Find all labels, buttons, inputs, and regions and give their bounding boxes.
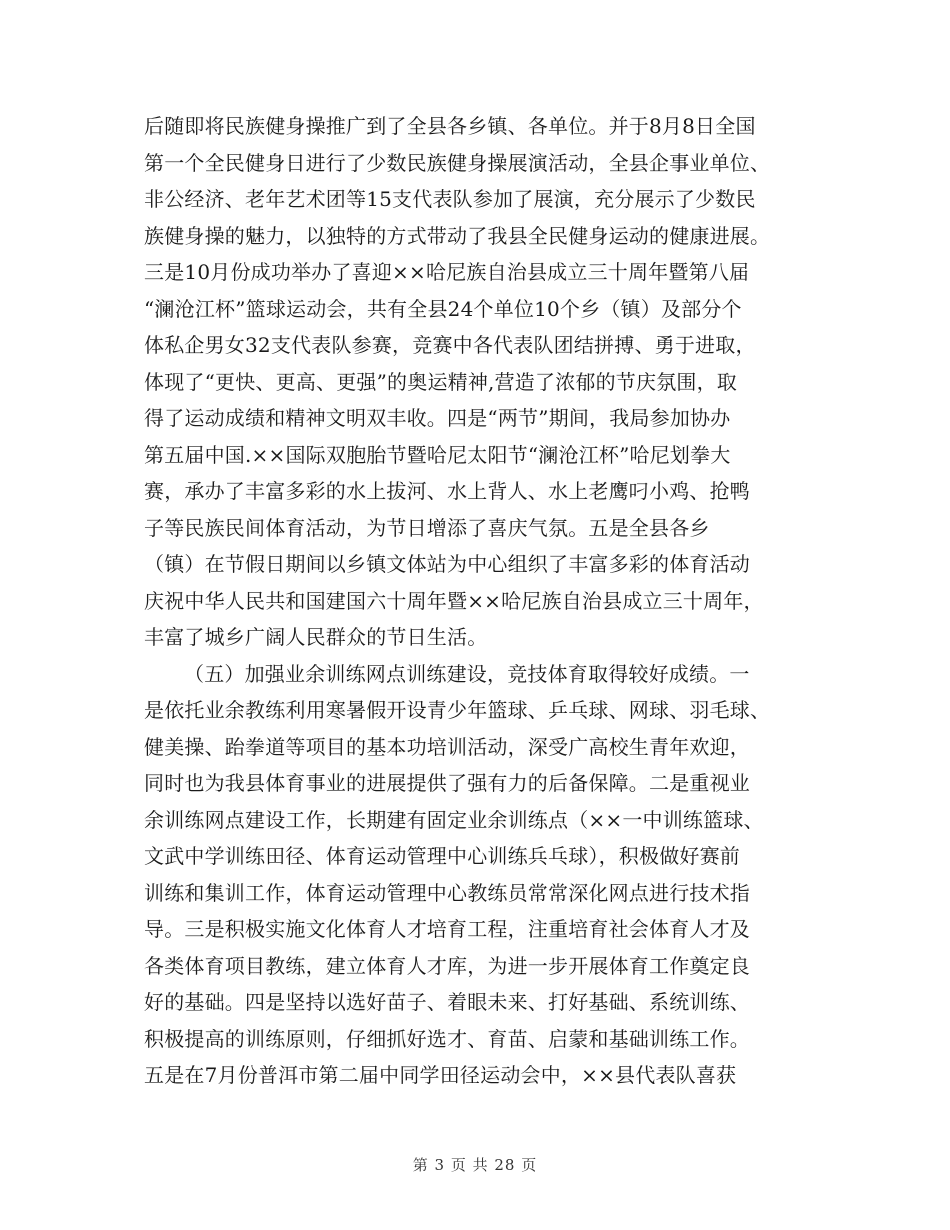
text-line: 训练和集训工作，体育运动管理中心教练员常常深化网点进行技术指 (144, 880, 750, 905)
text-line: 赛，承办了丰富多彩的水上拔河、水上背人、水上老鹰叼小鸡、抢鸭 (144, 479, 750, 503)
text-line: 得了运动成绩和精神文明双丰收。四是“两节”期间，我局参加协办 (144, 406, 731, 430)
text-line: 积极提高的训练原则，仔细抓好选才、育苗、启蒙和基础训练工作。 (144, 1026, 750, 1051)
text-line: 子等民族民间体育活动，为节日增添了喜庆气氛。五是全县各乡 (144, 515, 710, 540)
text-line: 余训练网点建设工作，长期建有固定业余训练点（××一中训练篮球、 (144, 807, 764, 832)
text-line: 非公经济、老年艺术团等15支代表队参加了展演，充分展示了少数民 (144, 187, 756, 211)
text-line: 第一个全民健身日进行了少数民族健身操展演活动，全县企事业单位、 (144, 150, 771, 175)
body-text (144, 108, 816, 1094)
text-line: 后随即将民族健身操推广到了全县各乡镇、各单位。并于8月8日全国 (144, 114, 756, 138)
page-number-footer: 第 3 页 共 28 页 (412, 1156, 538, 1174)
text-line: 健美操、跆拳道等项目的基本功培训活动，深受广高校生青年欢迎， (144, 734, 750, 759)
text-line: 三是10月份成功举办了喜迎××哈尼族自治县成立三十周年暨第八届 (144, 260, 750, 284)
text-line: 庆祝中华人民共和国建国六十周年暨××哈尼族自治县成立三十周年， (144, 588, 764, 613)
text-line: “澜沧江杯”篮球运动会，共有全县24个单位10个乡（镇）及部分个 (144, 296, 742, 321)
text-line: 五是在7月份普洱市第二届中同学田径运动会中，××县代表队喜获 (144, 1063, 737, 1087)
text-line: （镇）在节假日期间以乡镇文体站为中心组织了丰富多彩的体育活动 (144, 552, 750, 576)
text-line: 族健身操的魅力，以独特的方式带动了我县全民健身运动的健康进展。 (144, 223, 771, 248)
text-line: 是依托业余教练利用寒暑假开设青少年篮球、乒乓球、网球、羽毛球、 (144, 698, 771, 722)
text-line: 文武中学训练田径、体育运动管理中心训练兵乓球），积极做好赛前 (144, 844, 740, 868)
text-line: 丰富了城乡广阔人民群众的节日生活。 (144, 625, 488, 649)
text-line: 同时也为我县体育事业的进展提供了强有力的后备保障。二是重视业 (144, 771, 750, 795)
text-line: 好的基础。四是坚持以选好苗子、着眼未来、打好基础、系统训练、 (144, 990, 750, 1014)
text-line: 体私企男女32支代表队参赛，竞赛中各代表队团结拼搏、勇于进取， (144, 333, 756, 357)
text-line: 导。三是积极实施文化体育人才培育工程，注重培育社会体育人才及 (144, 917, 750, 941)
paragraph-heading-line: （五）加强业余训练网点训练建设，竞技体育取得较好成绩。一 (184, 661, 750, 686)
text-line: 体现了“更快、更高、更强”的奥运精神,营造了浓郁的节庆氛围，取 (144, 369, 738, 394)
text-line: 各类体育项目教练，建立体育人才库，为进一步开展体育工作奠定良 (144, 953, 750, 978)
text-line: 第五届中国.××国际双胞胎节暨哈尼太阳节“澜沧江杯”哈尼划拳大 (144, 442, 731, 467)
